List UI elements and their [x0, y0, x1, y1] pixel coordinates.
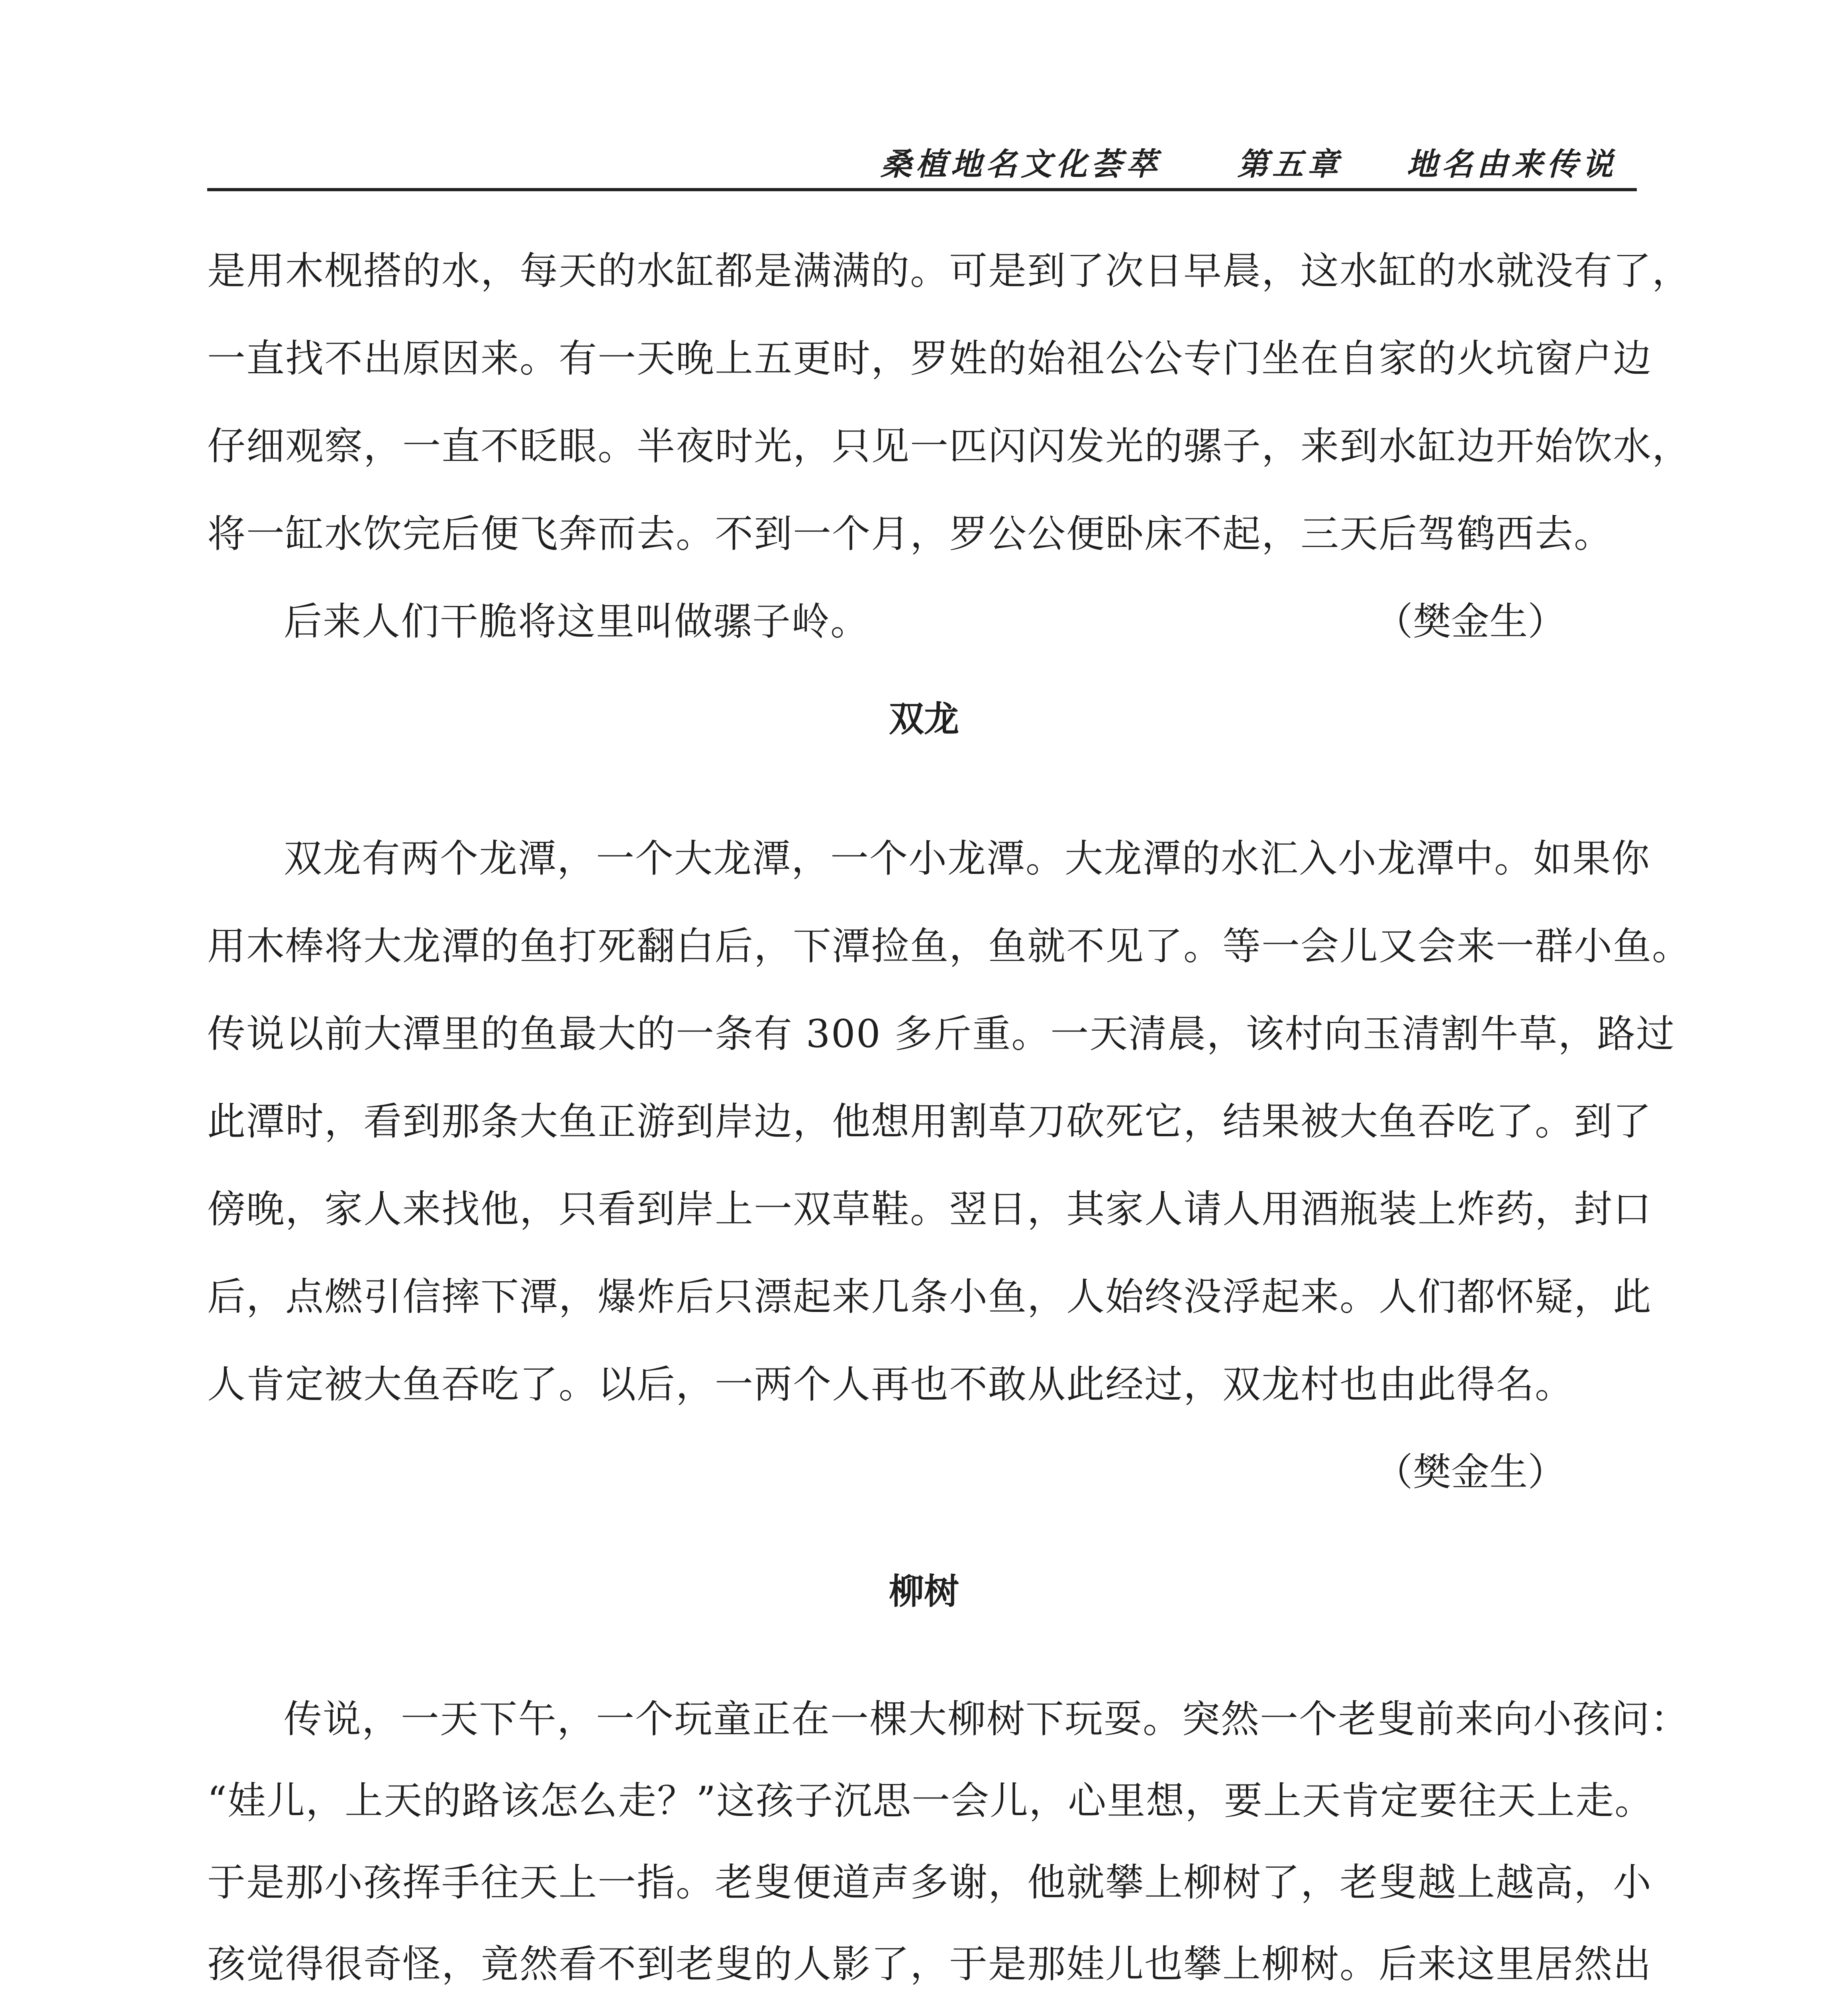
paragraph-line: 用木棒将大龙潭的鱼打死翻白后，下潭捡鱼，鱼就不见了。等一会儿又会来一群小鱼。 [207, 924, 1691, 969]
paragraph-line: 后，点燃引信摔下潭，爆炸后只漂起来几条小鱼，人始终没浮起来。人们都怀疑，此 [207, 1274, 1652, 1319]
paragraph-line: 将一缸水饮完后便飞奔而去。不到一个月，罗公公便卧床不起，三天后驾鹤西去。 [207, 512, 1613, 556]
author-credit: （樊金生） [1375, 1450, 1566, 1494]
header-book-title: 桑植地名文化荟萃 [881, 146, 1161, 182]
paragraph-line: “娃儿，上天的路该怎么走？”这孩子沉思一会儿，心里想，要上天肯定要往天上走。 [207, 1778, 1654, 1823]
header-section-title: 地名由来传说 [1407, 146, 1617, 182]
paragraph-line: 人肯定被大鱼吞吃了。以后，一两个人再也不敢从此经过，双龙村也由此得名。 [207, 1362, 1574, 1407]
paragraph-line: 是用木枧搭的水，每天的水缸都是满满的。可是到了次日早晨，这水缸的水就没有了， [207, 249, 1691, 293]
story-title: 双龙 [889, 698, 959, 739]
paragraph-line: 双龙有两个龙潭，一个大龙潭，一个小龙潭。大龙潭的水汇入小龙潭中。如果你 [284, 836, 1650, 881]
paragraph-line: 孩觉得很奇怪，竟然看不到老叟的人影了，于是那娃儿也攀上柳树。后来这里居然出 [207, 1942, 1652, 1986]
running-header [207, 131, 1637, 191]
paragraph-line: 仔细观察，一直不眨眼。半夜时光，只见一匹闪闪发光的骡子，来到水缸边开始饮水， [207, 424, 1691, 469]
paragraph-line: 传说以前大潭里的鱼最大的一条有 300 多斤重。一天清晨，该村向玉清割牛草，路过 [207, 1012, 1675, 1056]
paragraph-line: 此潭时，看到那条大鱼正游到岸边，他想用割草刀砍死它，结果被大鱼吞吃了。到了 [207, 1099, 1652, 1144]
author-credit: （樊金生） [1375, 599, 1566, 644]
header-chapter: 第五章 [1237, 146, 1343, 182]
paragraph-line: 后来人们干脆将这里叫做骡子岭。 [284, 599, 869, 644]
paragraph-line: 于是那小孩挥手往天上一指。老叟便道声多谢，他就攀上柳树了，老叟越上越高，小 [207, 1860, 1652, 1905]
paragraph-line: 傍晚，家人来找他，只看到岸上一双草鞋。翌日，其家人请人用酒瓶装上炸药，封口 [207, 1187, 1652, 1231]
paragraph-line: 传说，一天下午，一个玩童正在一棵大柳树下玩耍。突然一个老叟前来向小孩问： [284, 1697, 1689, 1741]
paragraph-line: 一直找不出原因来。有一天晚上五更时，罗姓的始祖公公专门坐在自家的火坑窗户边 [207, 336, 1652, 381]
story-title: 柳树 [889, 1571, 959, 1612]
